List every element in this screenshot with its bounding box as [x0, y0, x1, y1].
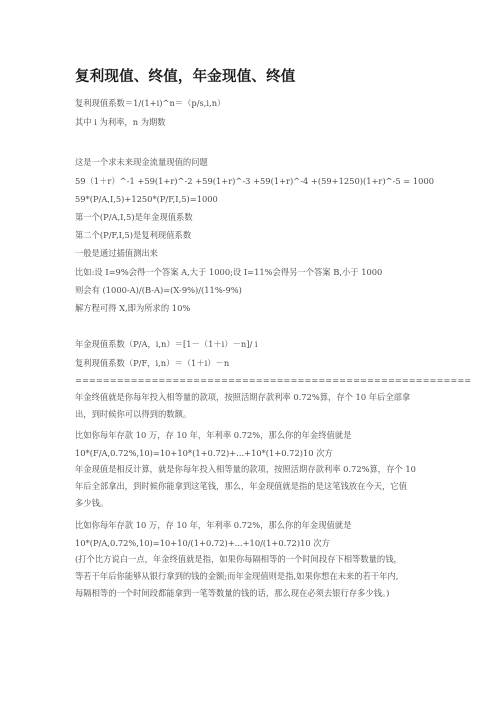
paragraph-line: 每隔相等的一个时间段都能拿到一笔等数量的钱的话，那么现在必须去银行存多少钱。)	[75, 588, 390, 598]
formula-line: 10*(P/A,0.72%,10)=10+10/(1+0.72)+...+10/(1+0.72)10 次方	[75, 538, 330, 548]
text-line: 复利现值系数＝1/(1+i)^n＝（p/s,i,n）	[75, 98, 226, 108]
text-line: 比如你每年存款 10 万，存 10 年，年利率 0.72%，那么你的年金终值就是	[75, 430, 352, 440]
summary-paragraph	[75, 551, 427, 602]
formula-line: 年金现值系数（P/A，i,n）＝[1－（1＋i）－n]/ i	[75, 339, 258, 349]
text-line: 第二个(P/F,I,5)是复利现值系数	[75, 230, 192, 240]
paragraph-line: 出，到时候你可以得到的数额。	[75, 409, 192, 419]
annuity-present-value-paragraph	[75, 461, 427, 512]
paragraph-line: 等若干年后你能够从银行拿到的钱的金额;而年金现值则是指,如果你想在未来的若干年内,	[75, 571, 399, 581]
text-line: 比如你每年存款 10 万，存 10 年，年利率 0.72%，那么你的年金现值就是	[75, 520, 352, 530]
text-line: 解方程可得 X,即为所求的 10%	[75, 303, 191, 313]
paragraph-line: 年金终值就是你每年投入相等量的款项，按照活期存款利率 0.72%算，存个 10 年后全部拿	[75, 392, 411, 402]
text-line: 比如:设 I=9%会得一个答案 A,大于 1000;设 I=11%会得另一个答案 B,小于 1000	[75, 267, 383, 277]
paragraph-line: (打个比方说白一点，年金终值就是指，如果你每隔相等的一个时间段存下相等数量的钱，	[75, 554, 402, 564]
formula-line: 复利现值系数（P/F，i,n）＝（1＋i）－n	[75, 358, 230, 368]
text-line: 第一个(P/A,I,5)是年金现值系数	[75, 212, 193, 222]
document-title: 复利现值、终值，年金现值、终值	[75, 69, 296, 85]
annuity-future-value-paragraph	[75, 389, 427, 423]
formula-line: 则会有 (1000-A)/(B-A)=(X-9%)/(11%-9%)	[75, 285, 242, 295]
text-line: 这是一个求未来现金流量现值的问题	[75, 157, 208, 167]
paragraph-line: 年后全部拿出，到时候你能拿到这笔钱，那么，年金现值就是指的是这笔钱放在今天，它值	[75, 481, 407, 491]
formula-line: 10*(F/A,0.72%,10)=10+10*(1+0.72)+...+10*(1+0.72)10 次方	[75, 448, 333, 458]
text-line: 一般是通过插值测出来	[75, 248, 158, 258]
paragraph-line: 多少钱。	[75, 498, 109, 508]
separator-line: =========================================================	[75, 375, 472, 385]
paragraph-line: 年金现值是相反计算，就是你每年投入相等量的款项，按照活期存款利率 0.72%算，存个 10	[75, 464, 416, 474]
text-line: 其中 i 为利率，n 为期数	[75, 117, 166, 127]
formula-line: 59*(P/A,I,5)+1250*(P/F,I,5)=1000	[75, 194, 218, 204]
formula-line: 59（1＋r）^-1 +59(1+r)^-2 +59(1+r)^-3 +59(1+r)^-4 +(59+1250)(1+r)^-5 = 1000	[75, 176, 435, 186]
